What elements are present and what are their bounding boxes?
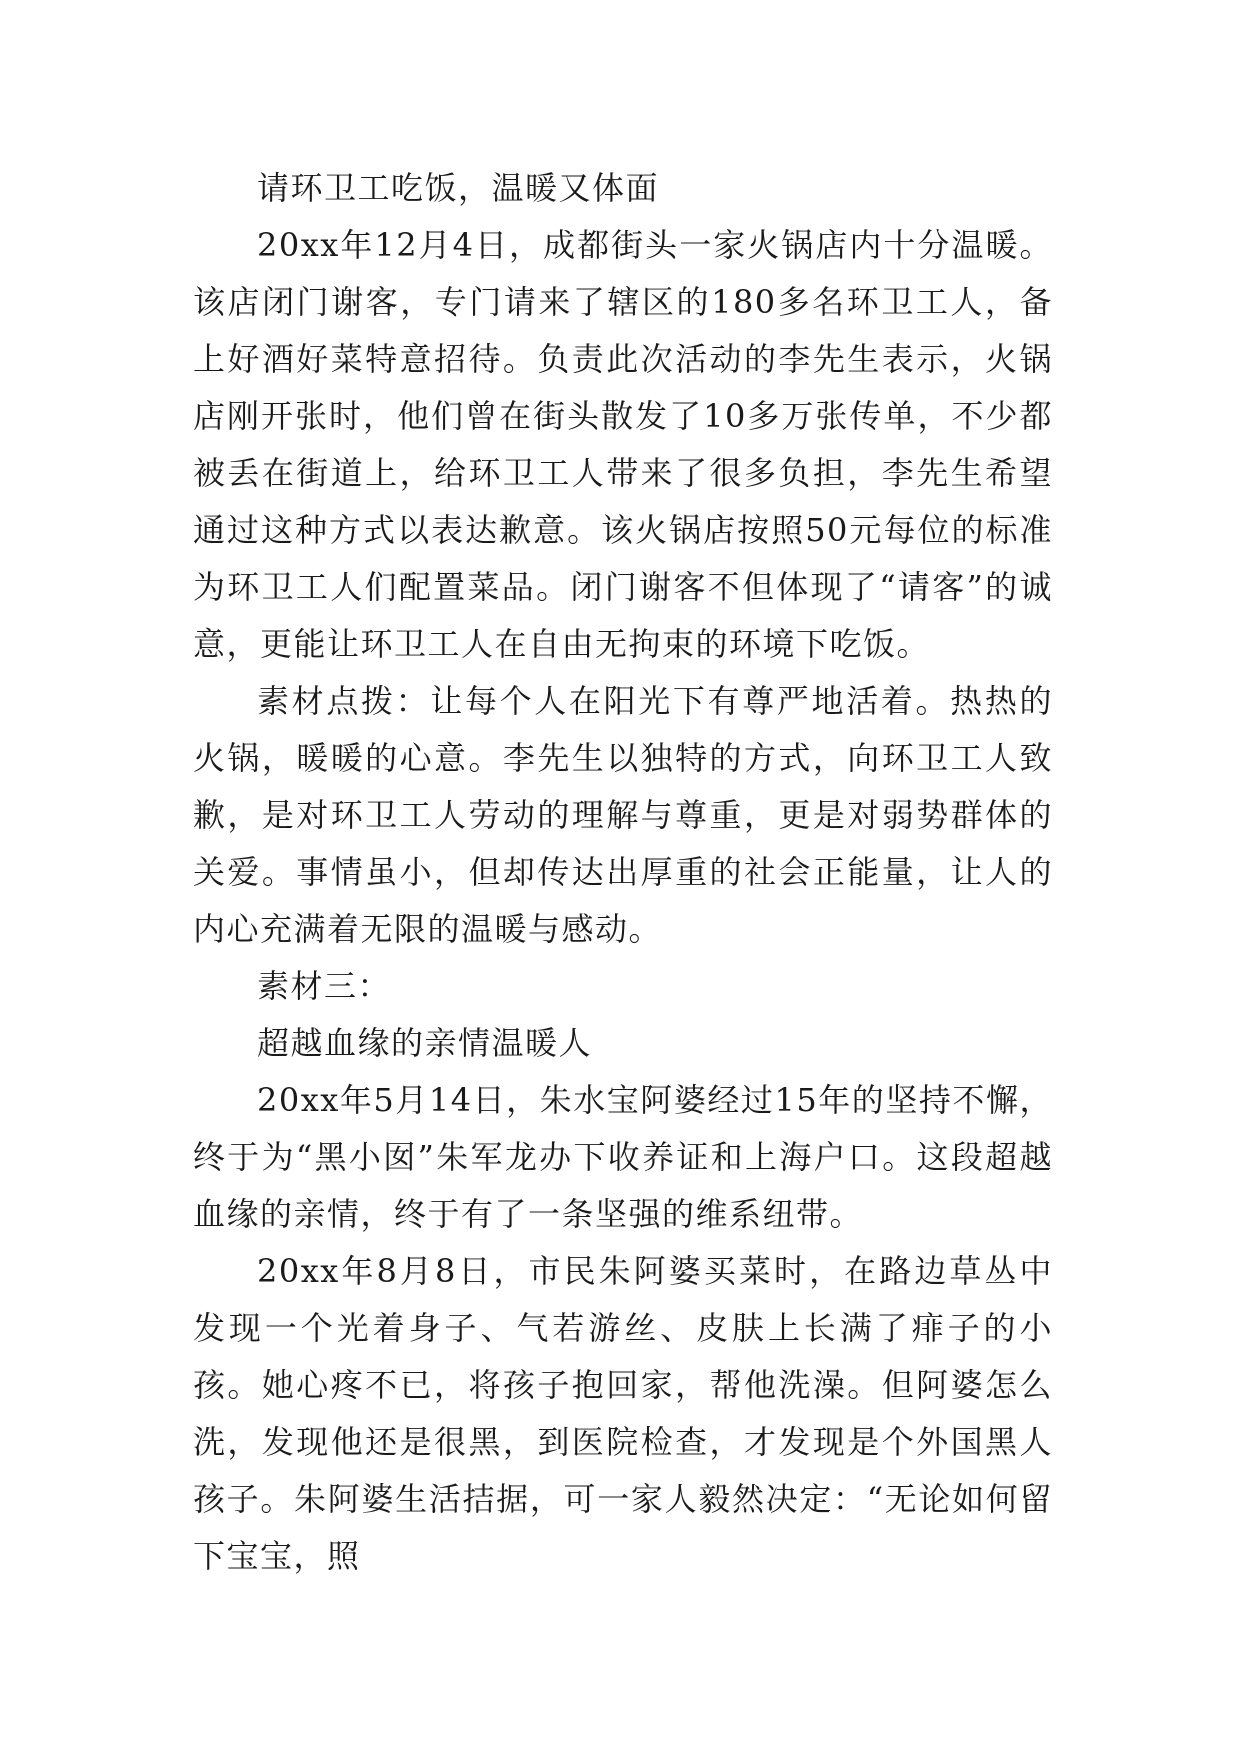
document-body	[193, 160, 1053, 1585]
heading-story-one: 请环卫工吃饭，温暖又体面	[257, 169, 660, 207]
paragraph-story-two-intro: 20xx年5月14日，朱水宝阿婆经过15年的坚持不懈，终于为“黑小囡”朱军龙办下收养证和上海户口。这段超越血缘的亲情，终于有了一条坚强的维系纽带。	[193, 1081, 1053, 1233]
paragraph-story-one-comment: 素材点拨：让每个人在阳光下有尊严地活着。热热的火锅，暖暖的心意。李先生以独特的方式，向环卫工人致歉，是对环卫工人劳动的理解与尊重，更是对弱势群体的关爱。事情虽小，但却传达出厚重的社会正能量，让人的内心充满着无限的温暖与感动。	[193, 682, 1053, 948]
paragraph-story-one-body: 20xx年12月4日，成都街头一家火锅店内十分温暖。该店闭门谢客，专门请来了辖区的180多名环卫工人，备上好酒好菜特意招待。负责此次活动的李先生表示，火锅店刚开张时，他们曾在街头散发了10多万张传单，不少都被丢在街道上，给环卫工人带来了很多负担，李先生希望通过这种方式以表达歉意。该火锅店按照50元每位的标准为环卫工人们配置菜品。闭门谢客不但体现了“请客”的诚意，更能让环卫工人在自由无拘束的环境下吃饭。	[193, 226, 1053, 663]
section-label-material-three: 素材三：	[257, 967, 392, 1005]
heading-story-two: 超越血缘的亲情温暖人	[257, 1024, 593, 1062]
paragraph-story-two-body: 20xx年8月8日，市民朱阿婆买菜时，在路边草丛中发现一个光着身子、气若游丝、皮肤上长满了痱子的小孩。她心疼不已，将孩子抱回家，帮他洗澡。但阿婆怎么洗，发现他还是很黑，到医院检查，才发现是个外国黑人孩子。朱阿婆生活拮据，可一家人毅然决定：“无论如何留下宝宝，照	[193, 1252, 1053, 1575]
